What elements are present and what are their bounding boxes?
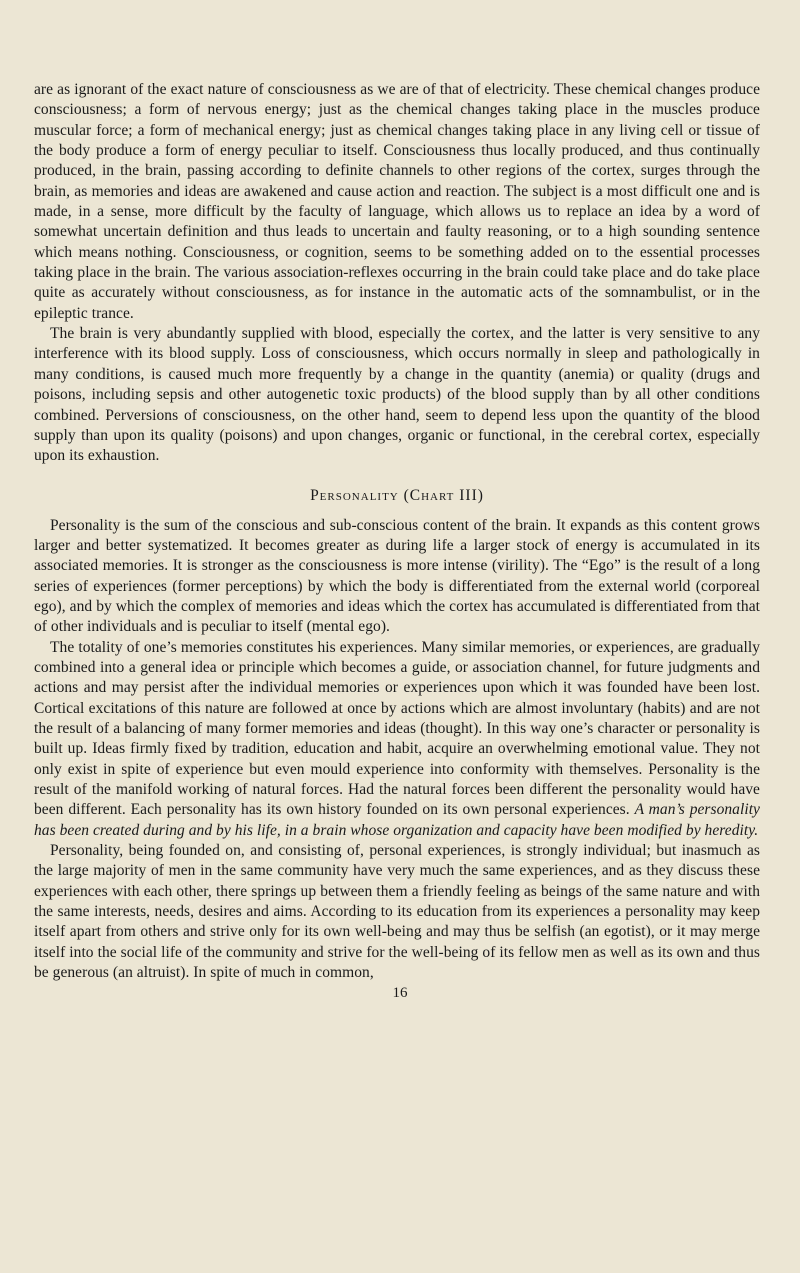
paragraph-blood-supply: The brain is very abundantly supplied with blood, especially the cortex, and the latter is very sensitive to any interference with its blood supply. Loss of consciousness, which occurs normally in sleep and pathologically in many conditions, is caused much more frequently by a change in the quantity (anemia) or quality (drugs and poisons, including sepsis and other autogenetic toxic products) of the blood supply than by all other conditions combined. Perversions of consciousness, on the other hand, seem to depend less upon the quantity of the blood supply than upon its quality (poisons) and upon changes, organic or functional, in the cerebral cortex, especially upon its exhaustion. [34, 325, 760, 465]
paragraph-experiences-italic: A man’s personality has been created during and by his life, in a brain whose organization and capacity have been modified by heredity. [34, 801, 760, 839]
page-number: 16 [392, 985, 408, 1001]
paragraph-consciousness-continued: are as ignorant of the exact nature of consciousness as we are of that of electricity. These chemical changes produce consciousness; a form of nervous energy; just as the chemical changes taking place in the muscles produce muscular force; a form of mechanical energy; just as chemical changes taking place in any living cell or tissue of the body produce a form of energy peculiar to itself. Consciousness thus locally produced, and thus continually produced, in the brain, passing according to definite channels to other regions of the cortex, surges through the brain, as memories and ideas are awakened and cause action and reaction. The subject is a most difficult one and is made, in a sense, more difficult by the faculty of language, which allows us to replace an idea by a word of somewhat uncertain definition and thus leads to uncertain and faulty reasoning, or to a high sounding sentence which means nothing. Consciousness, or cognition, seems to be something added on to the essential processes taking place in the brain. The various association-reflexes occurring in the brain could take place and do take place quite as accurately without consciousness, as for instance in the automatic acts of the somnambulist, or in the epileptic trance. [34, 81, 760, 322]
page-body [34, 80, 760, 983]
paragraph-personality-definition: Personality is the sum of the conscious and sub-conscious content of the brain. It expands as this content grows larger and better systematized. It becomes greater as during life a larger stock of energy is accumulated in its associated memories. It is stronger as the consciousness is more intense (virility). The “Ego” is the result of a long series of experiences (former perceptions) by which the body is differentiated from the external world (corporeal ego), and by which the complex of memories and ideas which the cortex has accumulated is differentiated from that of other individuals and is peculiar to itself (mental ego). [34, 516, 760, 636]
section-heading: Personality (Chart III) [310, 486, 484, 504]
paragraph-individual-personality: Personality, being founded on, and consisting of, personal experiences, is strongly individual; but inasmuch as the large majority of men in the same community have very much the same experiences, and as they discuss these experiences with each other, there springs up between them a friendly feeling as beings of the same nature and with the same interests, needs, desires and aims. According to its education from its experiences a personality may keep itself apart from others and strive only for its own well-being and may thus be selfish (an egotist), or it may merge itself into the social life of the community and strive for the well-being of its fellow men as well as its own and thus be generous (an altruist). In spite of much in common, [34, 842, 760, 982]
paragraph-experiences-text: The totality of one’s memories constitutes his experiences. Many similar memories, or experiences, are gradually combined into a general idea or principle which becomes a guide, or association channel, for future judgments and actions and may persist after the individual memories or experiences upon which it was founded have been lost. Cortical excitations of this nature are followed at once by actions which are almost involuntary (habits) and are not the result of a balancing of many former memories and ideas (thought). In this way one’s character or personality is built up. Ideas firmly fixed by tradition, education and habit, acquire an overwhelming emotional value. They not only exist in spite of experience but even mould experience into conformity with themselves. Personality is the result of the manifold working of natural forces. Had the natural forces been different the personality would have been different. Each personality has its own history founded on its own personal experiences. [34, 638, 760, 819]
paragraph-experiences [34, 638, 760, 841]
